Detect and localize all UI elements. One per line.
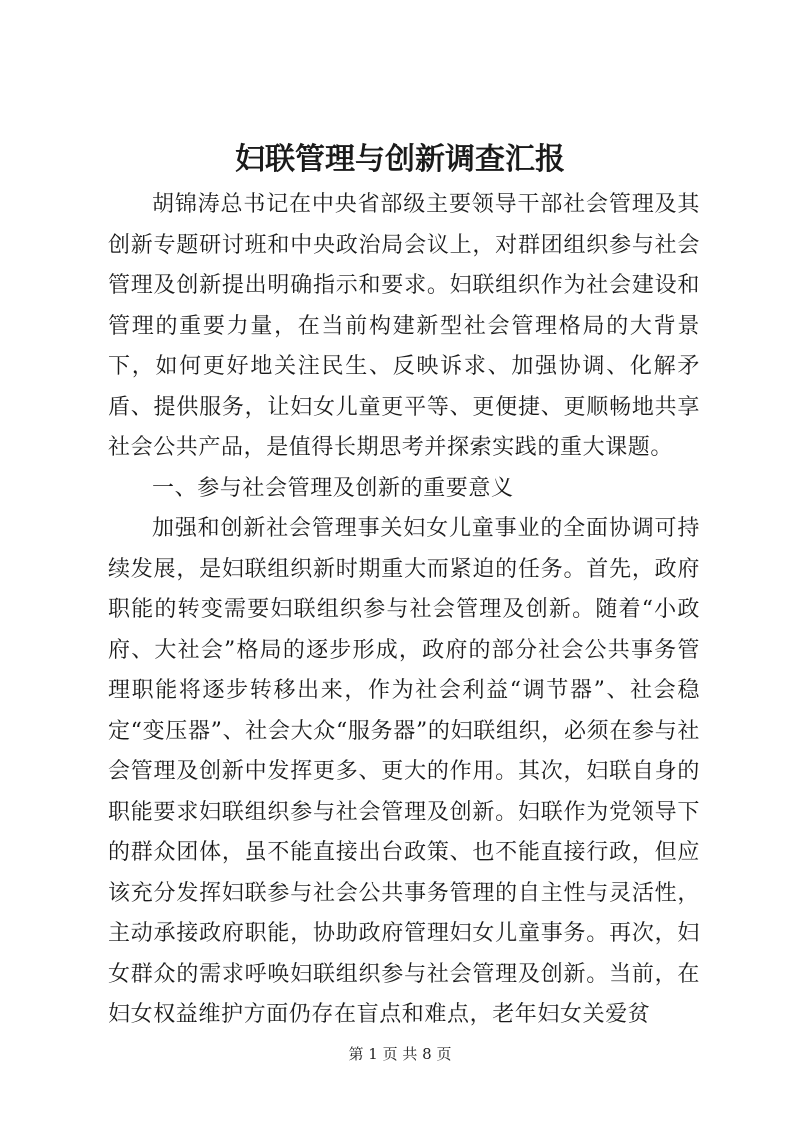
section-paragraph: 加强和创新社会管理事关妇女儿童事业的全面协调可持续发展，是妇联组织新时期重大而紧迫的任务。首先，政府职能的转变需要妇联组织参与社会管理及创新。随着“小政府、大社会”格局的逐步形成，政府的部分社会公共事务管理职能将逐步转移出来，作为社会利益“调节器”、社会稳定“变压器”、社会大众“服务器”的妇联组织，必须在参与社会管理及创新中发挥更多、更大的作用。其次，妇联自身的职能要求妇联组织参与社会管理及创新。妇联作为党领导下的群众团体，虽不能直接出台政策、也不能直接行政，但应该充分发挥妇联参与社会公共事务管理的自主性与灵活性，主动承接政府职能，协助政府管理妇女儿童事务。再次，妇女群众的需求呼唤妇联组织参与社会管理及创新。当前，在妇女权益维护方面仍存在盲点和难点，老年妇女关爱贫 xyxy=(108,516,700,1027)
page-number-footer: 第 1 页 共 8 页 xyxy=(348,1045,452,1063)
intro-paragraph: 胡锦涛总书记在中央省部级主要领导干部社会管理及其创新专题研讨班和中央政治局会议上，对群团组织参与社会管理及创新提出明确指示和要求。妇联组织作为社会建设和管理的重要力量，在当前构建新型社会管理格局的大背景下，如何更好地关注民生、反映诉求、加强协调、化解矛盾、提供服务，让妇女儿童更平等、更便捷、更顺畅地共享社会公共产品，是值得长期思考并探索实践的重大课题。 xyxy=(108,192,700,460)
document-body xyxy=(108,185,700,1036)
section-heading: 一、参与社会管理及创新的重要意义 xyxy=(152,475,514,501)
page-title: 妇联管理与创新调查汇报 xyxy=(235,142,565,177)
